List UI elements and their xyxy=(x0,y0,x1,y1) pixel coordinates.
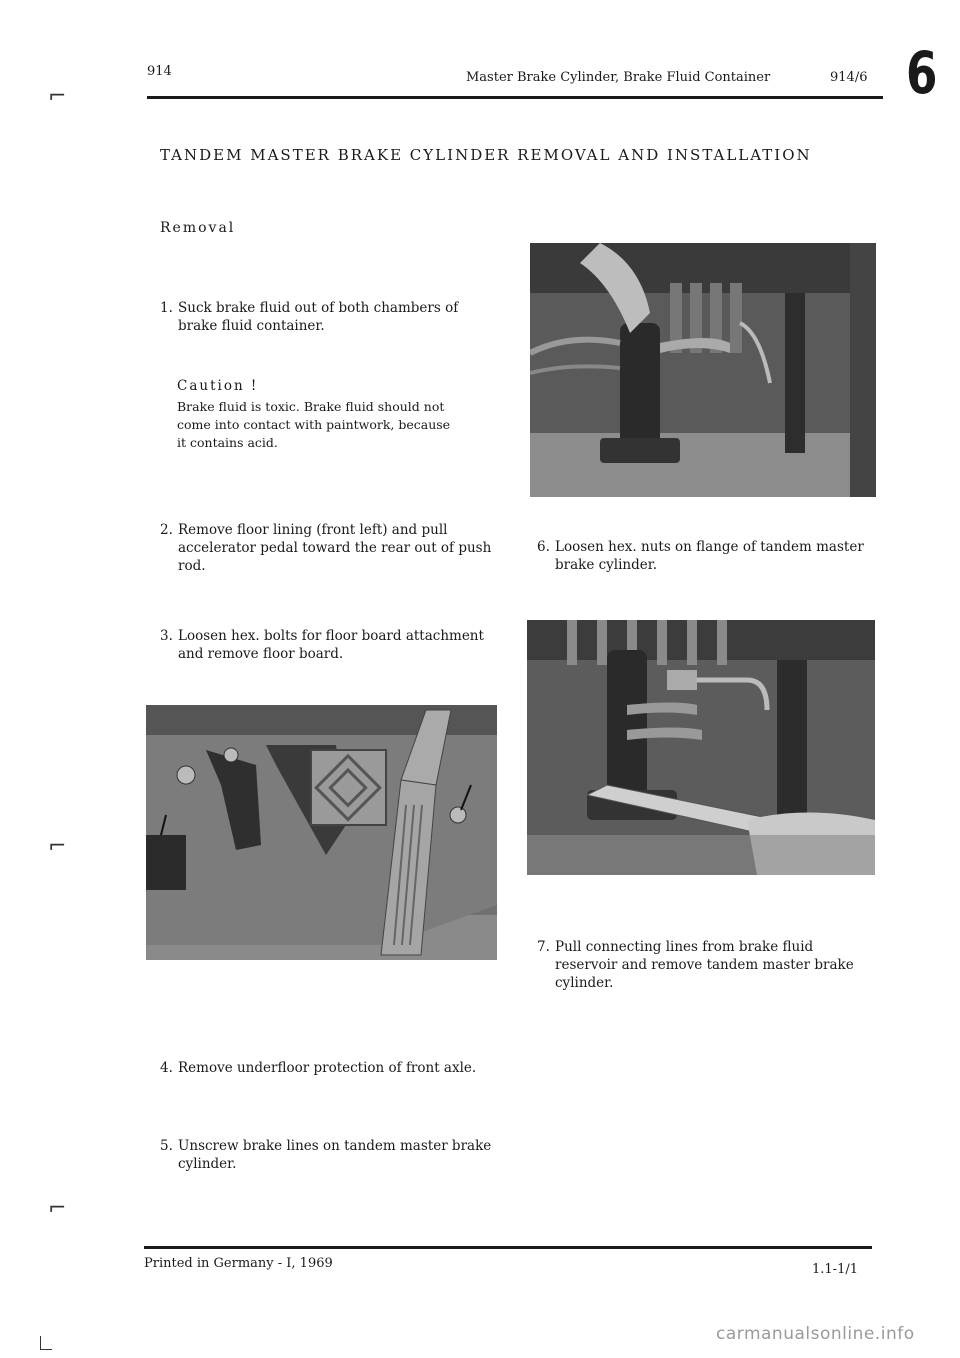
step-1 xyxy=(160,299,490,339)
step-text-line: reservoir and remove tandem master brake xyxy=(555,957,854,973)
section-number: 6 xyxy=(906,39,938,107)
caution-block xyxy=(177,378,497,458)
header-model: 914 xyxy=(147,64,172,79)
step-4 xyxy=(160,1059,500,1079)
margin-mark: ⌐ xyxy=(48,834,67,859)
step-number: 2. xyxy=(160,522,173,538)
step-text-line: Remove floor lining (front left) and pull xyxy=(178,522,448,538)
footer-printed: Printed in Germany - I, 1969 xyxy=(144,1256,333,1271)
margin-mark: ⌐ xyxy=(48,84,67,109)
master-cylinder-photo-2 xyxy=(527,620,875,875)
step-number: 4. xyxy=(160,1060,173,1076)
caution-line: it contains acid. xyxy=(177,435,278,450)
step-6 xyxy=(537,538,877,578)
step-text-line: Pull connecting lines from brake fluid xyxy=(555,939,814,955)
step-3 xyxy=(160,627,500,667)
step-number: 1. xyxy=(160,300,173,316)
corner-mark xyxy=(40,1349,52,1350)
step-number: 6. xyxy=(537,539,550,555)
header-code: 914/6 xyxy=(830,70,868,85)
step-number: 5. xyxy=(160,1138,173,1154)
caution-heading: Caution ! xyxy=(177,378,259,394)
step-text-line: rod. xyxy=(178,558,206,574)
step-text-line: cylinder. xyxy=(555,975,614,991)
corner-mark xyxy=(40,1336,41,1350)
step-number: 3. xyxy=(160,628,173,644)
step-2 xyxy=(160,521,500,577)
header-rule xyxy=(147,96,883,99)
step-7 xyxy=(537,938,877,994)
step-number: 7. xyxy=(537,939,550,955)
step-text-line: Remove underfloor protection of front axle. xyxy=(178,1060,477,1076)
step-text-line: Unscrew brake lines on tandem master brake xyxy=(178,1138,492,1154)
step-text-line: and remove floor board. xyxy=(178,646,344,662)
step-5 xyxy=(160,1137,500,1177)
watermark: carmanualsonline.info xyxy=(716,1324,915,1344)
step-text-line: brake cylinder. xyxy=(555,557,658,573)
step-text-line: accelerator pedal toward the rear out of push xyxy=(178,540,492,556)
footer-page-number: 1.1-1/1 xyxy=(812,1262,858,1277)
caution-line: Brake fluid is toxic. Brake fluid should not xyxy=(177,399,445,414)
step-text-line: Suck brake fluid out of both chambers of xyxy=(178,300,459,316)
step-text-line: brake fluid container. xyxy=(178,318,325,334)
footer-rule xyxy=(144,1246,872,1249)
section-heading: Removal xyxy=(160,220,236,236)
margin-mark: ⌐ xyxy=(48,1196,67,1221)
pedals-photo xyxy=(146,705,497,960)
page-title: TANDEM MASTER BRAKE CYLINDER REMOVAL AND INSTALLATION xyxy=(160,146,812,164)
master-cylinder-photo-1 xyxy=(530,243,876,497)
header-title: Master Brake Cylinder, Brake Fluid Container xyxy=(466,70,771,85)
step-text-line: Loosen hex. bolts for floor board attachment xyxy=(178,628,484,644)
step-text-line: Loosen hex. nuts on flange of tandem master xyxy=(555,539,864,555)
caution-line: come into contact with paintwork, because xyxy=(177,417,451,432)
step-text-line: cylinder. xyxy=(178,1156,237,1172)
